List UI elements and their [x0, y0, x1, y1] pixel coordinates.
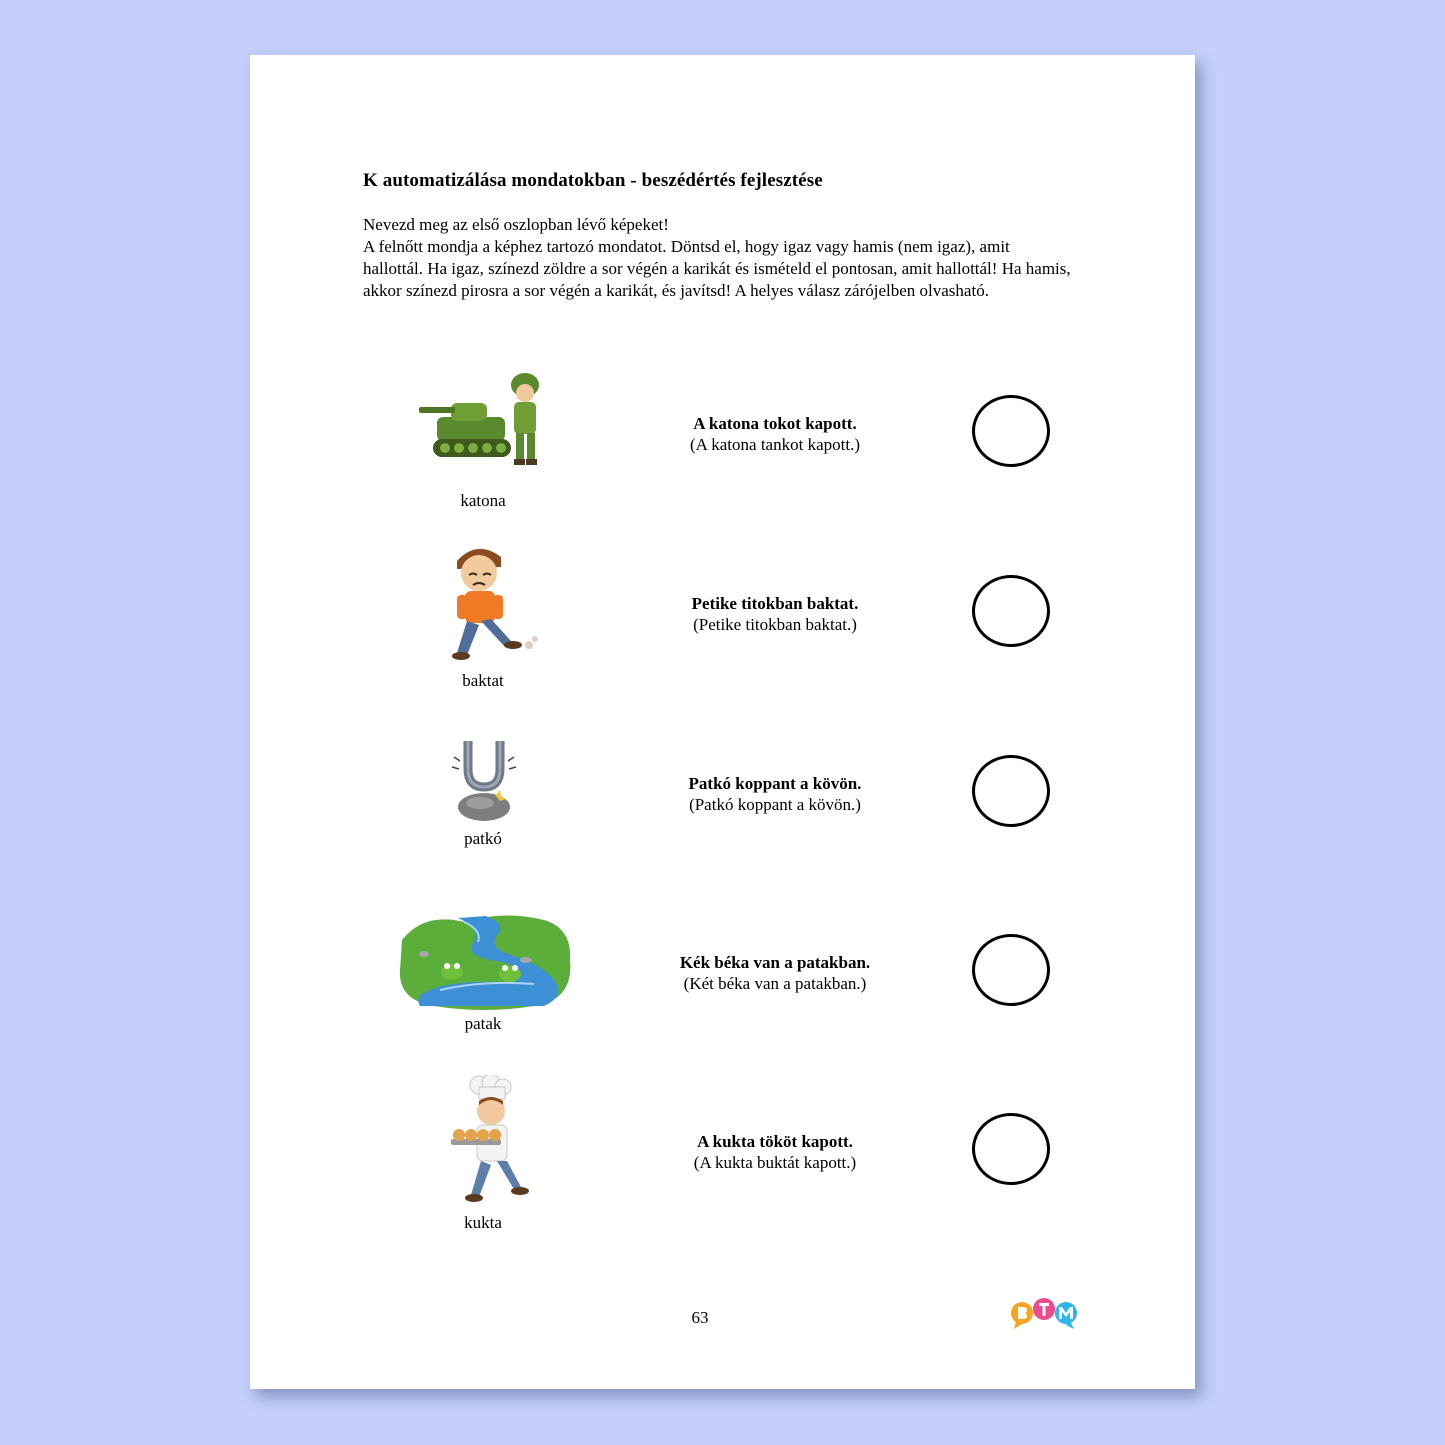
sentence-block [625, 593, 925, 635]
sentence-block [625, 952, 925, 994]
picture-label: baktat [462, 671, 504, 690]
picture-label: patkó [464, 829, 502, 848]
stream-frogs-icon [394, 910, 574, 1012]
horseshoe-icon [446, 735, 522, 825]
answer-circle[interactable] [972, 395, 1050, 467]
instruction-line-1: Nevezd meg az első oszlopban lévő képeket! [363, 215, 669, 234]
sentence-text: A katona tokot kapott. [693, 414, 857, 433]
instruction-line-2: A felnőtt mondja a képhez tartozó mondatot. Döntsd el, hogy igaz vagy hamis (nem igaz), amit hallottál. Ha igaz, színezd zöldre a sor végén a karikát és ismételd el pontosan, amit hallottál! Ha hamis, akkor színezd pirosra a sor végén a karikát, és javítsd! A helyes válasz zárójelben olvasható. [363, 237, 1071, 300]
tank-soldier-icon [417, 355, 549, 487]
page-number: 63 [691, 1308, 709, 1327]
sentence-block [625, 413, 925, 455]
chef-boy-icon [417, 1075, 549, 1207]
sentence-block [625, 773, 925, 815]
sentence-block [625, 1131, 925, 1173]
sentence-text: A kukta tököt kapott. [697, 1132, 853, 1151]
sentence-text: Patkó koppant a kövön. [688, 774, 862, 793]
answer-circle[interactable] [972, 575, 1050, 647]
picture-label: patak [464, 1014, 502, 1033]
correction-text: (A kukta buktát kapott.) [693, 1153, 857, 1172]
correction-text: (A katona tankot kapott.) [690, 435, 860, 454]
answer-circle[interactable] [972, 1113, 1050, 1185]
page-title: K automatizálása mondatokban - beszédértés fejlesztése [363, 170, 823, 191]
answer-circle[interactable] [972, 755, 1050, 827]
picture-label: katona [460, 491, 506, 510]
correction-text: (Petike titokban baktat.) [693, 615, 857, 634]
btm-logo [1008, 1293, 1080, 1333]
answer-circle[interactable] [972, 934, 1050, 1006]
correction-text: (Patkó koppant a kövön.) [689, 795, 861, 814]
instructions [363, 214, 1073, 302]
picture-label: kukta [464, 1213, 502, 1232]
walking-boy-icon [417, 535, 549, 667]
correction-text: (Két béka van a patakban.) [683, 974, 867, 993]
sentence-text: Kék béka van a patakban. [679, 953, 871, 972]
worksheet-page [250, 55, 1195, 1389]
sentence-text: Petike titokban baktat. [691, 594, 859, 613]
